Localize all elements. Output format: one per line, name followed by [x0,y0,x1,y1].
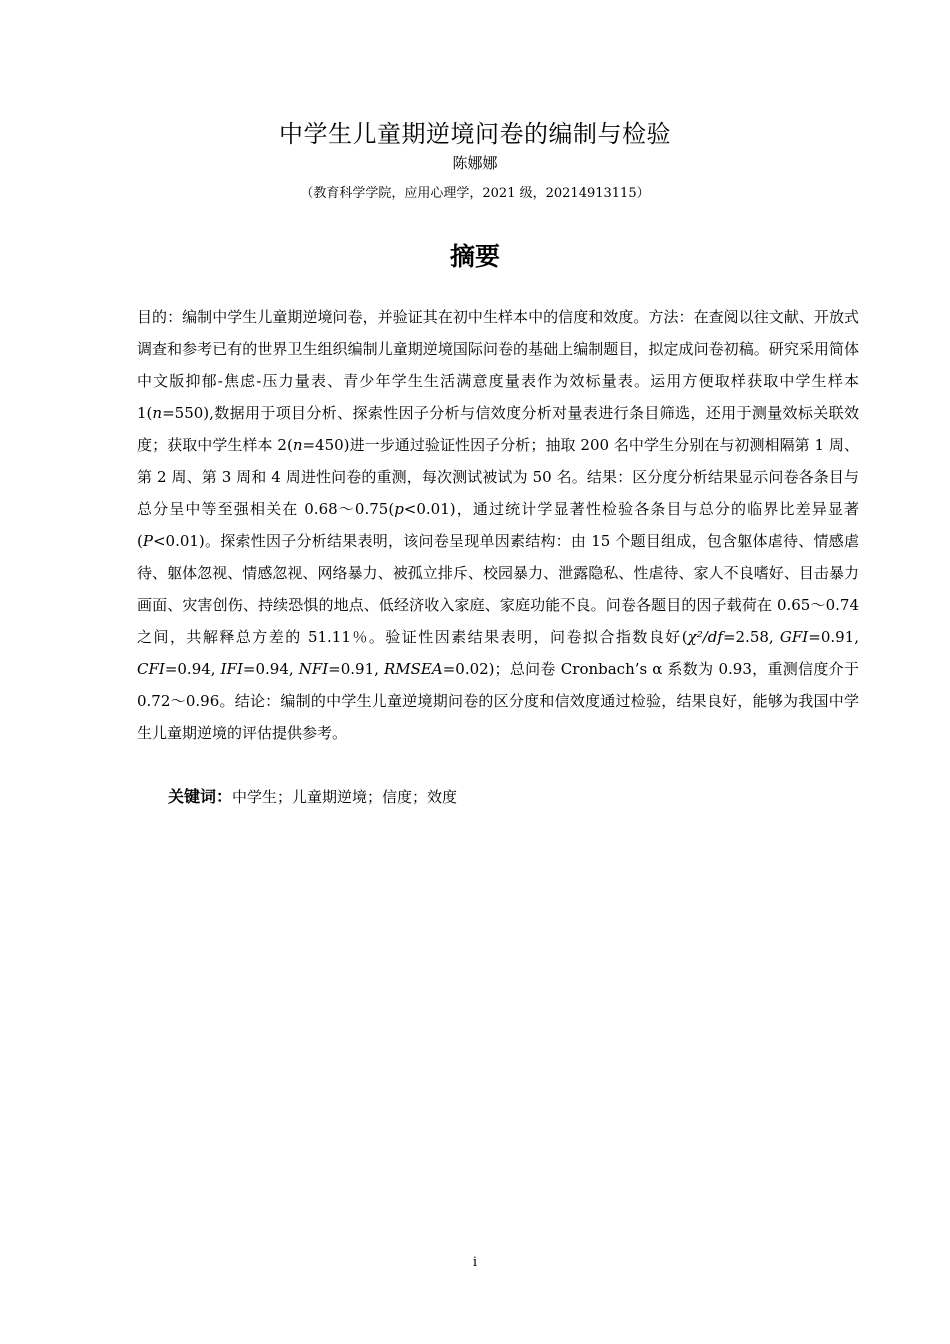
abstract-segment-italic: n [292,436,303,454]
abstract-segment: 目的：编制中学生儿童期逆境问卷，并验证其在初中生样本中的信度和效度。方法：在查阅以往文献、开放式调查和参考已有的世界卫生组织编制儿童期逆境国际问卷的基础上编制题目，拟定成问卷初稿。研究采用简体中文版抑郁-焦虑-压力量表、青少年学生生活满意度量表作为效标量表。运用方便取样获取中学生样本 1( [137,308,859,422]
keywords-label: 关键词： [168,787,233,806]
abstract-segment: =0.94, [242,660,299,678]
paper-title: 中学生儿童期逆境问卷的编制与检验 [279,120,671,148]
abstract-segment: <0.01)。探索性因子分析结果表明，该问卷呈现单因素结构：由 15 个题目组成，包含躯体虐待、情感虐待、躯体忽视、情感忽视、网络暴力、被孤立排斥、校园暴力、泄露隐私、性虐待、家人不良嗜好、目击暴力画面、灾害创伤、持续恐惧的地点、低经济收入家庭、家庭功能不良。问卷各题目的因子载荷在 0.65～0.74 之间，共解释总方差的 51.11％。验证性因素结果表明，问卷拟合指数良好( [137,532,859,646]
keywords-text: 中学生；儿童期逆境；信度；效度 [232,788,458,806]
author-name: 陈娜娜 [452,154,498,172]
abstract-segment: <0.01)，通过统计学显著性检验各条目与总分的临界比差异显著( [137,500,860,550]
abstract-segment: =0.02)；总问卷 Cronbach’s α 系数为 0.93，重测信度介于 0.72～0.96。结论：编制的中学生儿童逆境期问卷的区分度和信效度通过检验，结果良好，能够为我国中学生儿童期逆境的评估提供参考。 [137,660,859,742]
page-number: i [472,1255,478,1270]
author-affiliation: （教育科学学院，应用心理学，2021 级，20214913115） [300,186,650,201]
keywords-line [168,781,858,813]
abstract-segment-italic: NFI [298,660,329,678]
abstract-segment: =0.91, [328,660,384,678]
abstract-segment-italic: IFI [220,660,243,678]
abstract-segment-italic: n [152,404,163,422]
abstract-body [137,301,859,749]
abstract-segment-italic: CFI [137,660,165,678]
abstract-segment: =0.91, [808,628,859,646]
abstract-segment: =450)进一步通过验证性因子分析；抽取 200 名中学生分别在与初测相隔第 1 周、第 2 周、第 3 周和 4 周进性问卷的重测，每次测试被试为 50 名。结果：区分度分析结果显示问卷各条目与总分呈中等至强相关在 0.68～0.75( [137,436,859,518]
abstract-segment-italic: RMSEA [383,660,443,678]
abstract-segment-italic: p [394,500,404,518]
abstract-heading: 摘要 [449,242,500,271]
abstract-segment: =550),数据用于项目分析、探索性因子分析与信效度分析对量表进行条目筛选，还用于测量效标关联效度；获取中学生样本 2( [137,404,859,454]
abstract-segment-italic: GFI [779,628,809,646]
abstract-segment: =0.94, [164,660,221,678]
abstract-segment: =2.58, [722,628,780,646]
abstract-segment-italic: P [142,532,153,550]
abstract-segment-italic: χ²/df [687,628,723,646]
